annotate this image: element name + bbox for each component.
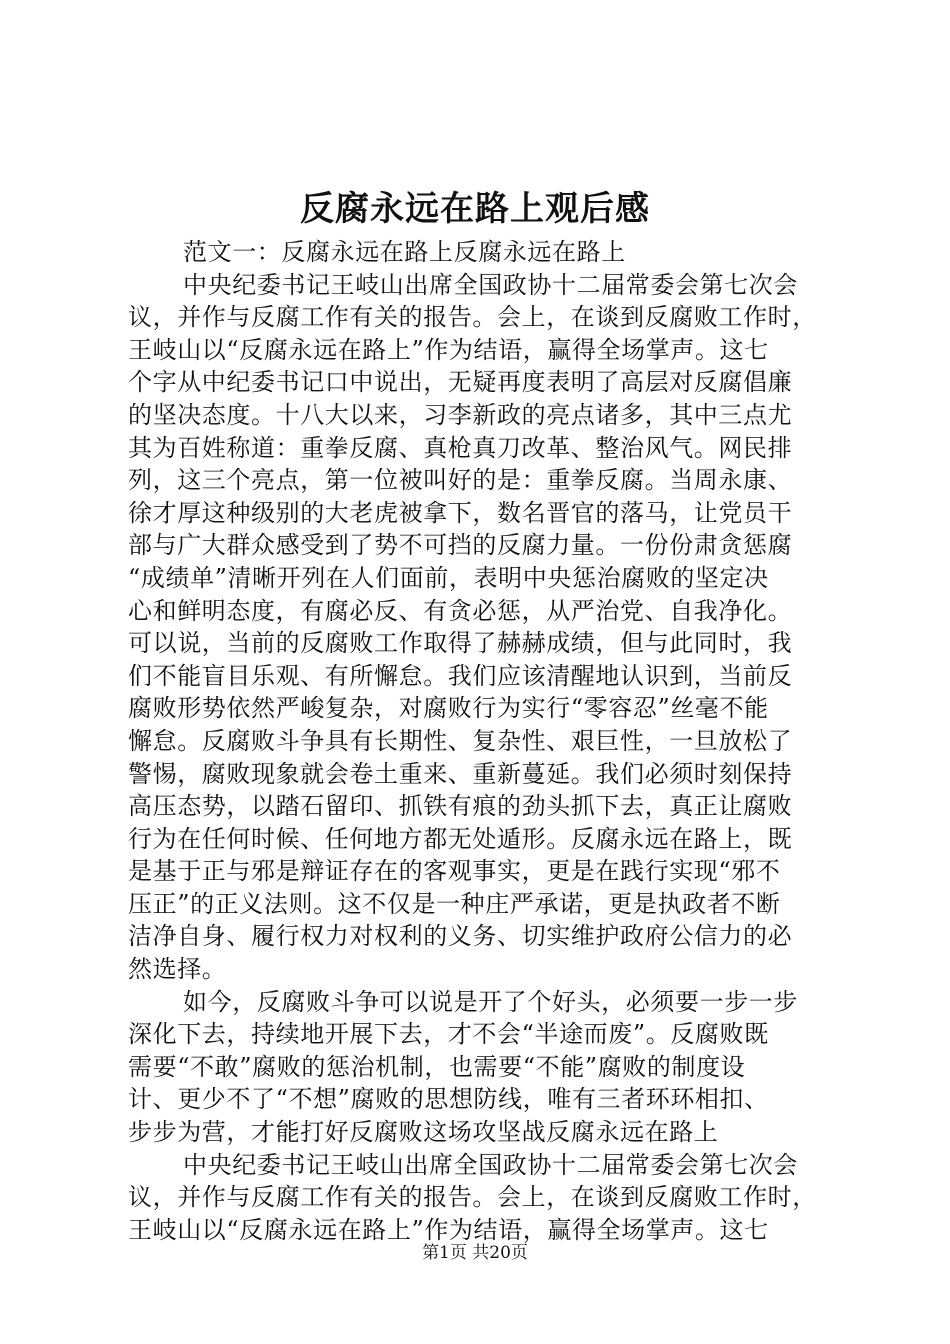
text-line: 列，这三个亮点，第一位被叫好的是：重拳反腐。当周永康、 — [128, 466, 793, 495]
text-line: 范文一：反腐永远在路上反腐永远在路上 — [183, 238, 626, 266]
text-line: 压正”的正义法则。这不仅是一种庄严承诺，更是执政者不断 — [128, 889, 781, 918]
text-line: 的坚决态度。十八大以来，习李新政的亮点诸多，其中三点尤 — [128, 400, 793, 429]
text-line: 心和鲜明态度，有腐必反、有贪必惩，从严治党、自我净化。 — [128, 596, 793, 625]
text-line: “成绩单”清晰开列在人们面前，表明中央惩治腐败的坚定决 — [128, 563, 769, 592]
text-line: 行为在任何时候、任何地方都无处遁形。反腐永远在路上，既 — [128, 824, 793, 853]
text-line: 腐败形势依然严峻复杂，对腐败行为实行“零容忍”丝毫不能 — [128, 694, 769, 723]
text-line: 需要“不敢”腐败的惩治机制，也需要“不能”腐败的制度设 — [128, 1052, 746, 1081]
text-line: 是基于正与邪是辩证存在的客观事实，更是在践行实现“邪不 — [128, 857, 781, 886]
text-line: 可以说，当前的反腐败工作取得了赫赫成绩，但与此同时，我 — [128, 629, 793, 658]
text-line: 个字从中纪委书记口中说出，无疑再度表明了高层对反腐倡廉 — [128, 368, 793, 397]
text-line: 王岐山以“反腐永远在路上”作为结语，赢得全场掌声。这七 — [128, 335, 769, 364]
text-line: 们不能盲目乐观、有所懈怠。我们应该清醒地认识到，当前反 — [128, 661, 793, 690]
text-line: 部与广大群众感受到了势不可挡的反腐力量。一份份肃贪惩腐 — [128, 531, 793, 560]
text-line: 懈怠。反腐败斗争具有长期性、复杂性、艰巨性，一旦放松了 — [128, 726, 793, 755]
text-line: 洁净自身、履行权力对权利的义务、切实维护政府公信力的必 — [128, 922, 793, 951]
text-line: 警惕，腐败现象就会卷土重来、重新蔓延。我们必须时刻保持 — [128, 759, 793, 788]
text-line: 议，并作与反腐工作有关的报告。会上，在谈到反腐败工作时， — [128, 303, 817, 332]
text-line: 王岐山以“反腐永远在路上”作为结语，赢得全场掌声。这七 — [128, 1215, 769, 1244]
text-line: 中央纪委书记王岐山出席全国政协十二届常委会第七次会 — [183, 270, 798, 299]
text-line: 中央纪委书记王岐山出席全国政协十二届常委会第七次会 — [183, 1150, 798, 1179]
text-line: 如今，反腐败斗争可以说是开了个好头，必须要一步一步 — [183, 987, 798, 1016]
text-line: 然选择。 — [128, 955, 227, 984]
text-line: 议，并作与反腐工作有关的报告。会上，在谈到反腐败工作时， — [128, 1183, 817, 1212]
text-line: 深化下去，持续地开展下去，才不会“半途而废”。反腐败既 — [128, 1020, 769, 1049]
text-line: 高压态势，以踏石留印、抓铁有痕的劲头抓下去，真正让腐败 — [128, 792, 793, 821]
text-line: 计、更少不了“不想”腐败的思想防线，唯有三者环环相扣、 — [128, 1085, 769, 1114]
text-line: 徐才厚这种级别的大老虎被拿下，数名晋官的落马，让党员干 — [128, 498, 793, 527]
text-line: 步步为营，才能打好反腐败这场攻坚战反腐永远在路上 — [128, 1118, 719, 1147]
text-line: 其为百姓称道：重拳反腐、真枪真刀改革、整治风气。网民排 — [128, 433, 793, 462]
document-title: 反腐永远在路上观后感 — [300, 189, 650, 229]
page-number-footer: 第1页 共20页 — [422, 1243, 528, 1263]
document-body — [128, 236, 832, 1246]
